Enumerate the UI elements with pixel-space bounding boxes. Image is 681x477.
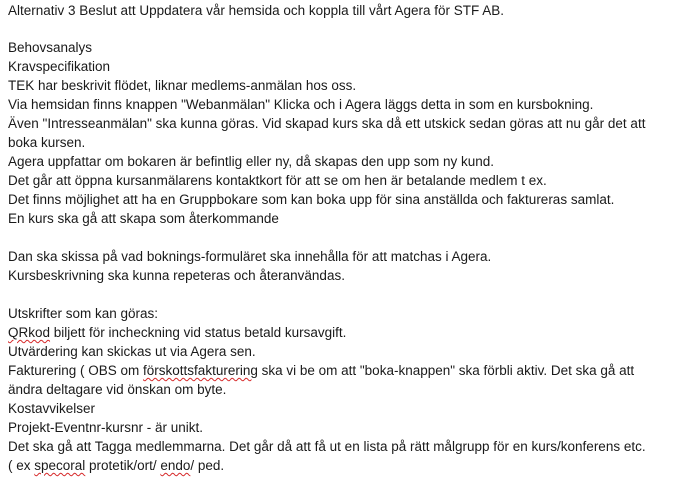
doc-line-utskrifter: Utskrifter som kan göras:	[8, 306, 159, 321]
doc-line: Agera uppfattar om bokaren är befintlig eller ny, då skapas den upp som ny kund.	[8, 154, 495, 169]
spellcheck-word: förskottsfakturering	[143, 363, 258, 378]
doc-line: Projekt-Eventnr-kursnr - är unikt.	[8, 420, 204, 435]
doc-line-kravspecifikation: Kravspecifikation	[8, 59, 111, 74]
doc-line: ändra deltagare vid önskan om byte.	[8, 382, 227, 397]
doc-line-behovsanalys: Behovsanalys	[8, 40, 93, 55]
doc-line: Det ska gå att Tagga medlemmarna. Det går då att få ut en lista på rätt målgrupp för en kurs/konferens etc.	[8, 439, 646, 454]
doc-line-kostavvikelser: Kostavvikelser	[8, 401, 96, 416]
spellcheck-word: endo	[160, 458, 191, 473]
doc-line-qrkod: QRkod biljett för incheckning vid status betald kursavgift.	[8, 325, 347, 340]
doc-line: Det finns möjlighet att ha en Gruppbokare som kan boka upp för sina anställda och faktureras samlat.	[8, 192, 615, 207]
doc-line: Det går att öppna kursanmälarens kontaktkort för att se om hen är betalande medlem t ex.	[8, 173, 547, 188]
doc-line-specoral: ( ex specoral protetik/ort/ endo/ ped.	[8, 458, 225, 473]
doc-line: Även "Intresseanmälan" ska kunna göras. Vid skapad kurs ska då ett utskick sedan göras att nu går det att	[8, 116, 646, 131]
doc-line: boka kursen.	[8, 135, 86, 150]
doc-line: Via hemsidan finns knappen "Webanmälan" Klicka och i Agera läggs detta in som en kursbokning.	[8, 97, 594, 112]
doc-line: TEK har beskrivit flödet, liknar medlems-anmälan hos oss.	[8, 78, 357, 93]
spellcheck-word: specoral	[34, 458, 86, 473]
doc-line: Kursbeskrivning ska kunna repeteras och återanvändas.	[8, 268, 345, 283]
doc-line: Dan ska skissa på vad boknings-formuläret ska innehålla för att matchas i Agera.	[8, 249, 492, 264]
doc-line-fakturering: Fakturering ( OBS om förskottsfakturering ska vi be om att "boka-knappen" ska förbli aktiv. Det ska gå att	[8, 363, 635, 378]
spellcheck-word: QRkod	[8, 325, 51, 340]
doc-line: En kurs ska gå att skapa som återkommande	[8, 211, 279, 226]
doc-line-title: Alternativ 3 Beslut att Uppdatera vår hemsida och koppla till vårt Agera för STF AB.	[8, 3, 504, 18]
doc-line: Utvärdering kan skickas ut via Agera sen.	[8, 344, 256, 359]
